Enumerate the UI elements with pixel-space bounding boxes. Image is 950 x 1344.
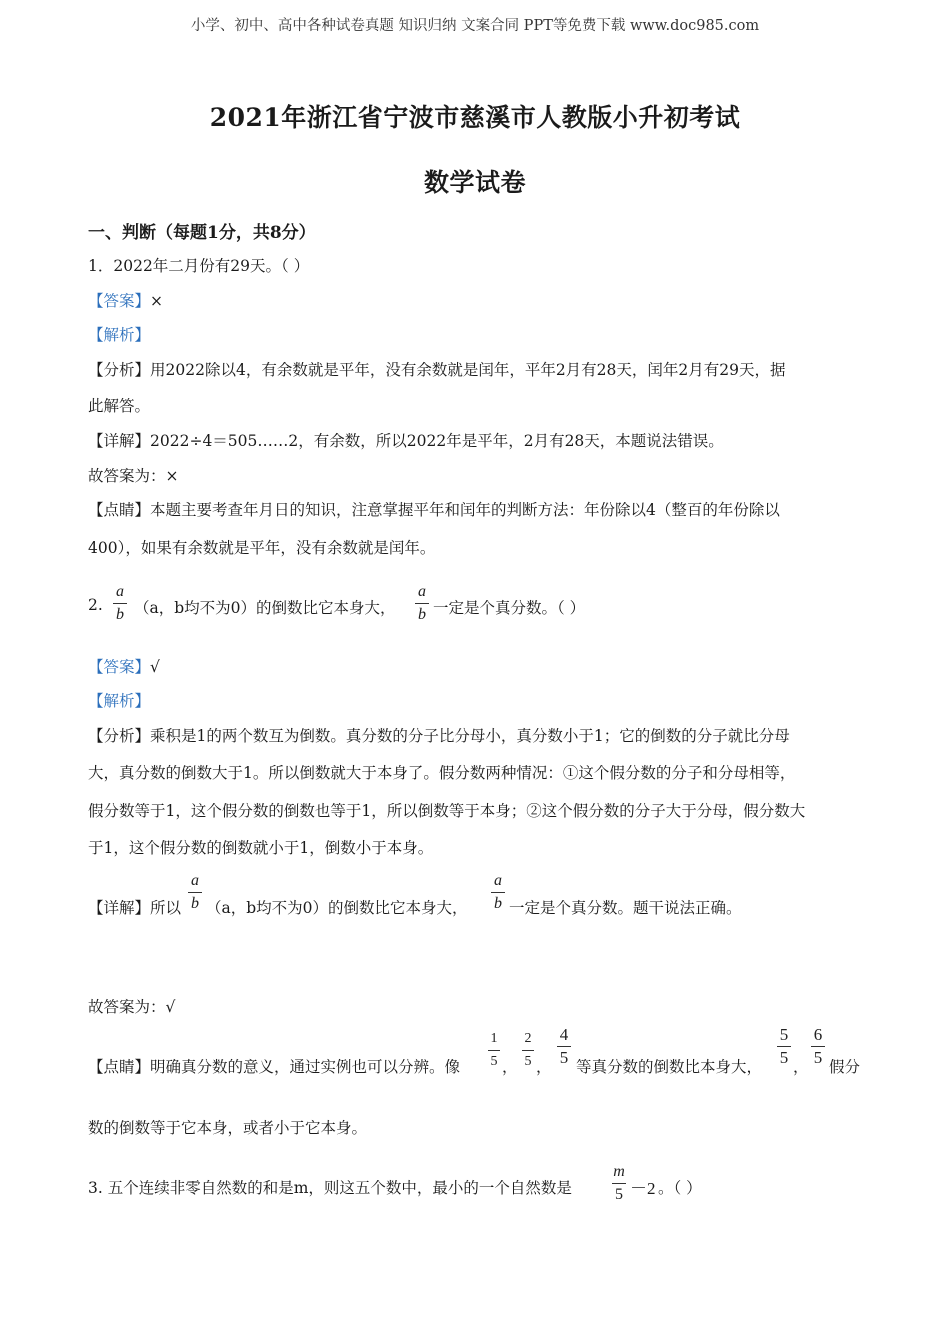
- fenxi-text: 乘积是1的两个数互为倒数。真分数的分子比分母小，真分数小于1；它的倒数的分子就比分母: [150, 727, 790, 745]
- numerator: 2: [524, 1031, 532, 1046]
- denominator: 5: [524, 1054, 532, 1069]
- numerator: 4: [559, 1025, 569, 1044]
- q2-dianjing-2: 数的倒数等于它本身，或者小于它本身。: [88, 1119, 368, 1137]
- numerator: m: [613, 1163, 625, 1180]
- answer-value: √: [150, 658, 160, 676]
- denominator: b: [418, 606, 426, 623]
- comma: ，: [536, 1058, 552, 1076]
- section-heading: 一、判断（每题1分，共8分）: [88, 223, 316, 243]
- answer-value: ×: [150, 292, 164, 310]
- q2-xiangjie-mid: （a，b均不为0）的倒数比它本身大，: [206, 899, 468, 917]
- denominator: 5: [779, 1048, 789, 1067]
- guda-value: √: [165, 998, 176, 1016]
- example-fraction: [488, 1030, 500, 1071]
- q2-guda: [88, 995, 175, 1017]
- q1-dianjing-cont: 400），如果有余数就是平年，没有余数就是闰年。: [88, 539, 436, 557]
- q1-fenxi: [88, 358, 786, 380]
- q1-stem: 1．2022年二月份有29天。（ ）: [88, 257, 310, 275]
- comma: ，: [793, 1058, 809, 1076]
- guda-label: 故答案为：: [88, 467, 166, 485]
- numerator: 1: [490, 1031, 498, 1046]
- dianjing-label: 【点睛】: [88, 1058, 151, 1076]
- numerator: a: [418, 583, 426, 600]
- q3-stem-end: 。（ ）: [658, 1179, 702, 1197]
- q2-stem-mid: （a，b均不为0）的倒数比它本身大，: [134, 599, 396, 617]
- q3-stem: 3. 五个连续非零自然数的和是m，则这五个数中，最小的一个自然数是: [88, 1179, 572, 1197]
- q2-jiexi-label: 【解析】: [88, 692, 151, 710]
- numerator: 6: [813, 1025, 823, 1044]
- q2-xiangjie: [88, 896, 181, 918]
- denominator: 5: [615, 1186, 623, 1203]
- denominator: 5: [490, 1054, 498, 1069]
- q2-fenxi-3: 假分数等于1，这个假分数的倒数也等于1，所以倒数等于本身；②这个假分数的分子大于分母，假分数大: [88, 802, 806, 820]
- q1-answer: [88, 289, 163, 311]
- q1-xiangjie: [88, 429, 724, 451]
- denominator: b: [191, 895, 199, 912]
- numerator: a: [116, 583, 124, 600]
- dianjing-text: 本题主要考查年月日的知识，注意掌握平年和闰年的判断方法：年份除以4（整百的年份除以: [150, 501, 780, 519]
- denominator: b: [494, 895, 502, 912]
- q2-fraction-ab-2: [415, 583, 429, 624]
- numerator: a: [191, 872, 199, 889]
- q3-minus-two: －2: [630, 1179, 656, 1198]
- xiangjie-label: 【详解】: [88, 432, 151, 450]
- dianjing-label: 【点睛】: [88, 501, 151, 519]
- q2-xiangjie-fraction-2: [491, 872, 505, 913]
- site-header: 小学、初中、高中各种试卷真题 知识归纳 文案合同 PPT等免费下载 www.doc985.com: [190, 18, 760, 34]
- q2-dianjing-mid: 等真分数的倒数比本身大，: [576, 1058, 763, 1076]
- q1-dianjing: [88, 498, 780, 520]
- q2-fenxi-4: 于1，这个假分数的倒数就小于1，倒数小于本身。: [88, 839, 434, 857]
- answer-label: 【答案】: [88, 292, 151, 310]
- xiangjie-text: 2022÷4＝505……2，有余数，所以2022年是平年，2月有28天，本题说法错误。: [150, 432, 724, 450]
- fenxi-text: 用2022除以4，有余数就是平年，没有余数就是闰年，平年2月有28天，闰年2月有29天，据: [150, 361, 786, 379]
- example-fraction: [522, 1030, 534, 1071]
- q2-fenxi: [88, 724, 790, 746]
- q2-xiangjie-fraction: [188, 872, 202, 913]
- numerator: a: [494, 872, 502, 889]
- guda-value: ×: [165, 467, 179, 485]
- fenxi-label: 【分析】: [88, 361, 151, 379]
- xiangjie-pre: 所以: [150, 899, 182, 917]
- q2-fraction-ab: [113, 583, 127, 624]
- exam-subtitle: 数学试卷: [423, 168, 526, 197]
- q2-num: 2.: [88, 596, 103, 614]
- example-fraction: [777, 1026, 791, 1067]
- answer-label: 【答案】: [88, 658, 151, 676]
- numerator: 5: [779, 1025, 789, 1044]
- q1-fenxi-cont: 此解答。: [88, 397, 151, 415]
- dianjing-pre: 明确真分数的意义，通过实例也可以分辨。像: [150, 1058, 461, 1076]
- q3-fraction-m5: [612, 1163, 626, 1204]
- exam-title: 2021年浙江省宁波市慈溪市人教版小升初考试: [209, 103, 741, 132]
- q2-xiangjie-end: 一定是个真分数。题干说法正确。: [509, 899, 742, 917]
- xiangjie-label: 【详解】: [88, 899, 151, 917]
- q2-stem-end: 一定是个真分数。（ ）: [433, 599, 586, 617]
- q1-guda: [88, 464, 179, 486]
- q2-dianjing-end: 假分: [829, 1058, 861, 1076]
- example-fraction: [557, 1026, 571, 1067]
- denominator: 5: [813, 1048, 823, 1067]
- denominator: 5: [559, 1048, 569, 1067]
- example-fraction: [811, 1026, 825, 1067]
- q2-answer: [88, 655, 160, 677]
- q2-fenxi-2: 大，真分数的倒数大于1。所以倒数就大于本身了。假分数两种情况：①这个假分数的分子和分母相等，: [88, 764, 796, 782]
- denominator: b: [116, 606, 124, 623]
- guda-label: 故答案为：: [88, 998, 166, 1016]
- comma: ，: [502, 1058, 518, 1076]
- q1-jiexi-label: 【解析】: [88, 326, 151, 344]
- q2-dianjing: [88, 1055, 460, 1077]
- fenxi-label: 【分析】: [88, 727, 151, 745]
